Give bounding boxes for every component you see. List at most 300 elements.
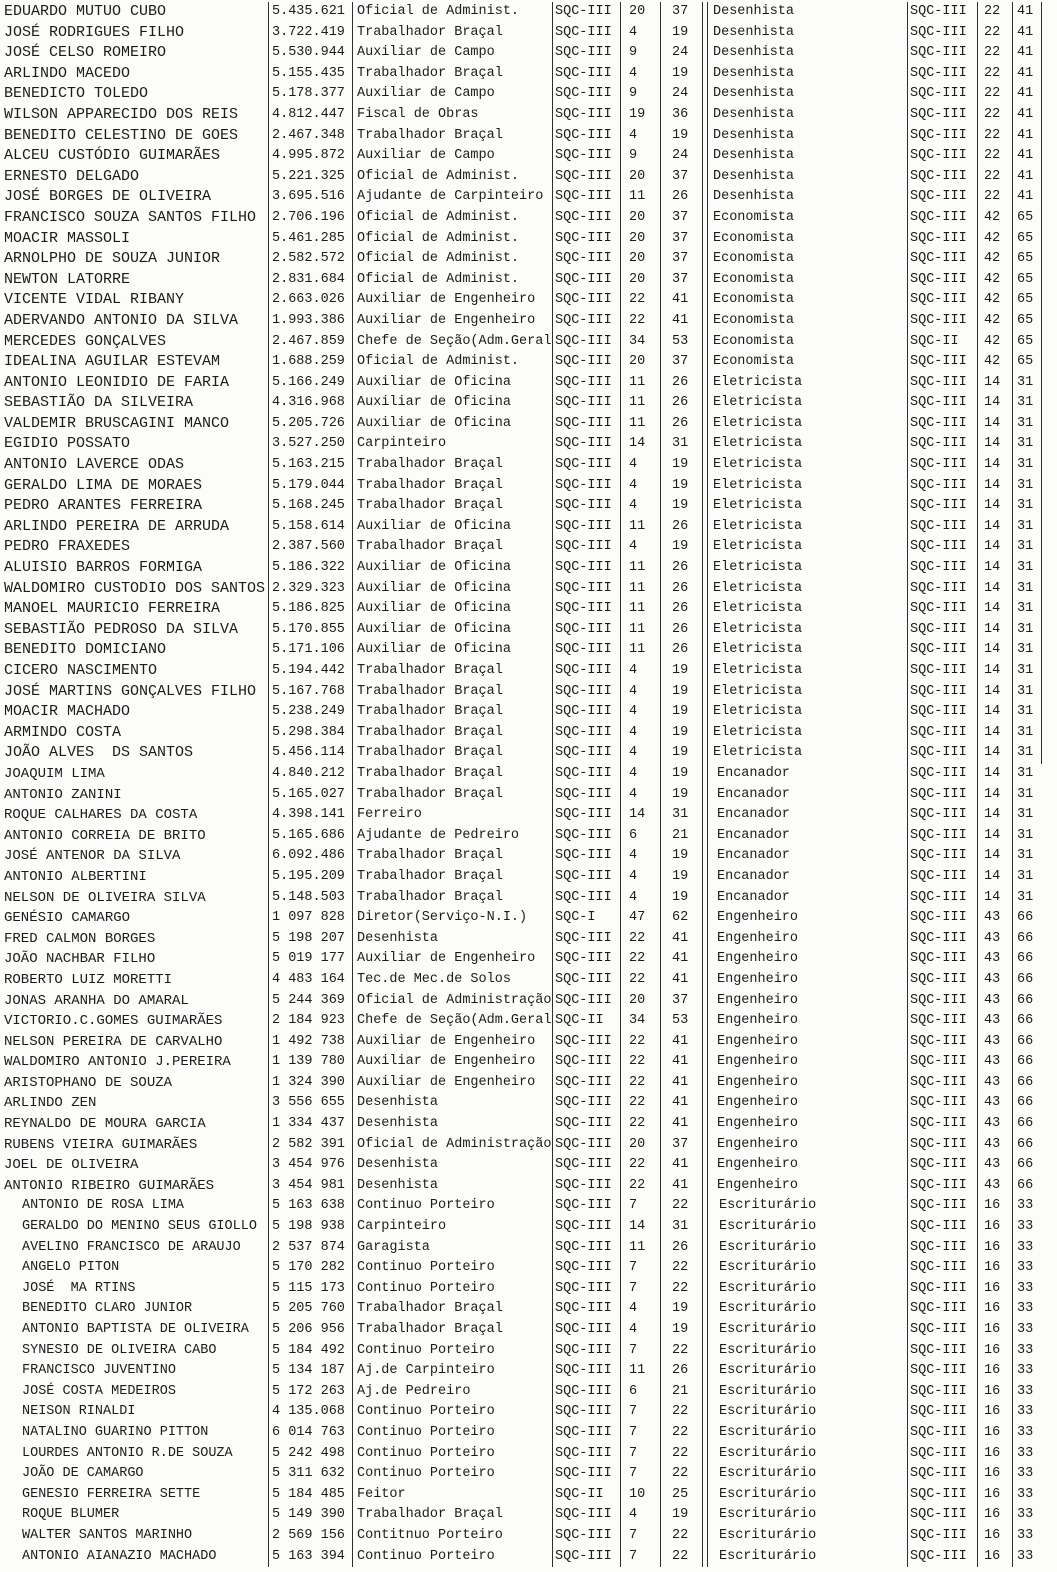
employee-name: IDEALINA AGUILAR ESTEVAM — [4, 353, 221, 371]
registration-number: 5.170.855 — [268, 620, 352, 641]
new-position: Economista — [702, 311, 907, 332]
current-ref-end: 26 — [660, 393, 702, 414]
table-row — [0, 1526, 1042, 1547]
current-ref-end: 36 — [660, 105, 702, 126]
table-row — [0, 579, 1042, 600]
new-class: SQC-III — [907, 991, 977, 1012]
current-ref-end: 41 — [660, 1155, 702, 1176]
registration-number: 5.148.503 — [268, 888, 352, 909]
new-ref-end: 31 — [1012, 579, 1042, 600]
table-row — [0, 640, 1042, 661]
current-ref-start: 4 — [620, 743, 660, 764]
new-ref-end: 41 — [1012, 167, 1042, 188]
table-row — [0, 1402, 1042, 1423]
current-position: Trabalhador Braçal — [352, 1320, 552, 1341]
new-class: SQC-III — [907, 1011, 977, 1032]
new-ref-end: 31 — [1012, 743, 1042, 764]
employee-name: ANGELO PITON — [22, 1260, 120, 1276]
new-ref-end: 33 — [1012, 1547, 1042, 1568]
new-class: SQC-III — [907, 1444, 977, 1465]
new-ref-end: 33 — [1012, 1361, 1042, 1382]
new-ref-start: 42 — [977, 229, 1012, 250]
table-row — [0, 393, 1042, 414]
new-position: Escriturário — [702, 1382, 907, 1403]
table-row — [0, 208, 1042, 229]
new-ref-end: 65 — [1012, 208, 1042, 229]
current-ref-start: 11 — [620, 1238, 660, 1259]
new-ref-start: 43 — [977, 1011, 1012, 1032]
employee-name: ANTONIO ZANINI — [4, 786, 122, 803]
new-ref-end: 31 — [1012, 826, 1042, 847]
new-ref-start: 42 — [977, 332, 1012, 353]
current-ref-end: 31 — [660, 434, 702, 455]
new-ref-end: 41 — [1012, 84, 1042, 105]
new-ref-end: 31 — [1012, 867, 1042, 888]
current-ref-start: 4 — [620, 1505, 660, 1526]
registration-number: 1.993.386 — [268, 311, 352, 332]
current-ref-start: 4 — [620, 537, 660, 558]
current-ref-start: 4 — [620, 64, 660, 85]
current-ref-start: 4 — [620, 126, 660, 147]
registration-number: 3 454 976 — [268, 1155, 352, 1176]
new-class: SQC-III — [907, 23, 977, 44]
employee-name: BENEDICTO TOLEDO — [4, 85, 149, 103]
new-ref-start: 22 — [977, 126, 1012, 147]
new-class: SQC-III — [907, 888, 977, 909]
registration-number: 6.092.486 — [268, 846, 352, 867]
current-ref-end: 41 — [660, 1176, 702, 1197]
table-row — [0, 764, 1042, 785]
employee-table — [0, 2, 1042, 1567]
employee-name: FRANCISCO SOUZA SANTOS FILHO — [4, 208, 257, 226]
current-class: SQC-III — [552, 1238, 620, 1259]
employee-name: JOÃO DE CAMARGO — [22, 1466, 144, 1482]
current-class: SQC-III — [552, 352, 620, 373]
new-ref-start: 22 — [977, 64, 1012, 85]
new-ref-end: 66 — [1012, 1155, 1042, 1176]
new-ref-end: 33 — [1012, 1464, 1042, 1485]
employee-name: ANTONIO CORREIA DE BRITO — [4, 827, 206, 844]
new-position: Desenhista — [702, 64, 907, 85]
current-ref-end: 19 — [660, 743, 702, 764]
new-ref-end: 41 — [1012, 187, 1042, 208]
table-row — [0, 290, 1042, 311]
current-ref-end: 41 — [660, 949, 702, 970]
employee-name: JOSÉ BORGES DE OLIVEIRA — [4, 188, 212, 206]
employee-name: ERNESTO DELGADO — [4, 167, 140, 185]
employee-name: JOSÉ COSTA MEDEIROS — [22, 1383, 176, 1399]
employee-name: GENESIO FERREIRA SETTE — [22, 1486, 201, 1502]
current-ref-end: 31 — [660, 805, 702, 826]
new-ref-start: 16 — [977, 1382, 1012, 1403]
current-ref-start: 4 — [620, 846, 660, 867]
current-position: Trabalhador Braçal — [352, 1299, 552, 1320]
table-row — [0, 1423, 1042, 1444]
current-class: SQC-III — [552, 970, 620, 991]
current-ref-end: 21 — [660, 1382, 702, 1403]
current-ref-start: 7 — [620, 1444, 660, 1465]
new-class: SQC-III — [907, 1135, 977, 1156]
table-row — [0, 702, 1042, 723]
current-ref-start: 22 — [620, 290, 660, 311]
current-ref-start: 22 — [620, 1032, 660, 1053]
table-row — [0, 1444, 1042, 1465]
current-ref-start: 11 — [620, 517, 660, 538]
current-class: SQC-III — [552, 826, 620, 847]
table-row — [0, 373, 1042, 394]
employee-name: JOAQUIM LIMA — [4, 765, 105, 782]
current-class: SQC-III — [552, 1052, 620, 1073]
new-ref-end: 33 — [1012, 1423, 1042, 1444]
current-ref-start: 4 — [620, 1320, 660, 1341]
new-position: Escriturário — [702, 1279, 907, 1300]
employee-name: JOSÉ MA RTINS — [22, 1280, 136, 1296]
new-ref-end: 66 — [1012, 1073, 1042, 1094]
new-ref-start: 22 — [977, 167, 1012, 188]
registration-number: 1.688.259 — [268, 352, 352, 373]
new-ref-start: 14 — [977, 805, 1012, 826]
current-class: SQC-III — [552, 434, 620, 455]
current-ref-end: 19 — [660, 496, 702, 517]
current-position: Garagista — [352, 1238, 552, 1259]
new-class: SQC-III — [907, 187, 977, 208]
new-position: Eletricista — [702, 414, 907, 435]
table-row — [0, 249, 1042, 270]
new-ref-start: 43 — [977, 1135, 1012, 1156]
new-ref-end: 33 — [1012, 1526, 1042, 1547]
new-position: Escriturário — [702, 1444, 907, 1465]
current-ref-end: 19 — [660, 23, 702, 44]
table-row — [0, 970, 1042, 991]
new-ref-end: 66 — [1012, 1052, 1042, 1073]
table-row — [0, 1176, 1042, 1197]
table-row — [0, 826, 1042, 847]
employee-name: ARLINDO MACEDO — [4, 64, 131, 82]
new-class: SQC-III — [907, 1299, 977, 1320]
new-position: Eletricista — [702, 496, 907, 517]
new-position: Eletricista — [702, 393, 907, 414]
current-ref-start: 22 — [620, 1093, 660, 1114]
employee-name: ANTONIO RIBEIRO GUIMARÃES — [4, 1177, 215, 1194]
new-ref-end: 66 — [1012, 1093, 1042, 1114]
new-ref-start: 14 — [977, 785, 1012, 806]
current-ref-end: 26 — [660, 620, 702, 641]
current-position: Trabalhador Braçal — [352, 846, 552, 867]
registration-number: 5.221.325 — [268, 167, 352, 188]
new-ref-start: 43 — [977, 991, 1012, 1012]
current-class: SQC-III — [552, 311, 620, 332]
new-class: SQC-III — [907, 126, 977, 147]
new-class: SQC-III — [907, 1238, 977, 1259]
current-class: SQC-III — [552, 249, 620, 270]
current-position: Auxiliar de Engenheiro — [352, 1032, 552, 1053]
current-ref-start: 20 — [620, 352, 660, 373]
registration-number: 2.467.859 — [268, 332, 352, 353]
registration-number: 5 170 282 — [268, 1258, 352, 1279]
registration-number: 3 556 655 — [268, 1093, 352, 1114]
new-ref-start: 43 — [977, 1073, 1012, 1094]
new-ref-end: 31 — [1012, 599, 1042, 620]
table-row — [0, 1114, 1042, 1135]
new-ref-start: 16 — [977, 1258, 1012, 1279]
new-position: Eletricista — [702, 723, 907, 744]
new-class: SQC-III — [907, 1547, 977, 1568]
current-position: Auxiliar de Oficina — [352, 517, 552, 538]
new-ref-end: 66 — [1012, 949, 1042, 970]
current-class: SQC-III — [552, 2, 620, 23]
current-position: Auxiliar de Engenheiro — [352, 311, 552, 332]
new-class: SQC-III — [907, 537, 977, 558]
current-ref-end: 24 — [660, 43, 702, 64]
employee-name: ANTONIO LEONIDIO DE FARIA — [4, 373, 230, 391]
current-ref-start: 4 — [620, 455, 660, 476]
new-ref-end: 33 — [1012, 1279, 1042, 1300]
current-class: SQC-III — [552, 1073, 620, 1094]
new-ref-end: 33 — [1012, 1299, 1042, 1320]
new-class: SQC-II — [907, 332, 977, 353]
current-ref-end: 37 — [660, 2, 702, 23]
current-ref-start: 20 — [620, 1135, 660, 1156]
current-ref-start: 20 — [620, 208, 660, 229]
current-ref-start: 7 — [620, 1526, 660, 1547]
current-position: Desenhista — [352, 1176, 552, 1197]
registration-number: 3.722.419 — [268, 23, 352, 44]
employee-name: NELSON DE OLIVEIRA SILVA — [4, 889, 206, 906]
table-row — [0, 991, 1042, 1012]
new-class: SQC-III — [907, 229, 977, 250]
registration-number: 5 149 390 — [268, 1505, 352, 1526]
current-position: Ajudante de Pedreiro — [352, 826, 552, 847]
new-ref-end: 66 — [1012, 1032, 1042, 1053]
new-position: Eletricista — [702, 682, 907, 703]
current-position: Trabalhador Braçal — [352, 682, 552, 703]
new-position: Encanador — [702, 846, 907, 867]
current-ref-end: 31 — [660, 1217, 702, 1238]
new-class: SQC-III — [907, 1526, 977, 1547]
current-position: Continuo Porteiro — [352, 1341, 552, 1362]
current-class: SQC-III — [552, 496, 620, 517]
new-position: Escriturário — [702, 1402, 907, 1423]
current-position: Oficial de Administ. — [352, 208, 552, 229]
current-ref-end: 41 — [660, 1032, 702, 1053]
table-row — [0, 1073, 1042, 1094]
registration-number: 5 311 632 — [268, 1464, 352, 1485]
new-position: Escriturário — [702, 1341, 907, 1362]
current-position: Continuo Porteiro — [352, 1444, 552, 1465]
employee-name: ARNOLPHO DE SOUZA JUNIOR — [4, 250, 221, 268]
new-ref-start: 42 — [977, 311, 1012, 332]
new-ref-start: 14 — [977, 476, 1012, 497]
current-ref-start: 20 — [620, 270, 660, 291]
registration-number: 5.195.209 — [268, 867, 352, 888]
current-ref-end: 37 — [660, 1135, 702, 1156]
table-row — [0, 1382, 1042, 1403]
registration-number: 1 334 437 — [268, 1114, 352, 1135]
new-class: SQC-III — [907, 1423, 977, 1444]
new-ref-end: 33 — [1012, 1238, 1042, 1259]
table-row — [0, 64, 1042, 85]
current-ref-start: 7 — [620, 1279, 660, 1300]
new-ref-start: 22 — [977, 84, 1012, 105]
new-ref-end: 41 — [1012, 146, 1042, 167]
current-ref-start: 10 — [620, 1485, 660, 1506]
employee-name: JONAS ARANHA DO AMARAL — [4, 992, 189, 1009]
current-class: SQC-III — [552, 517, 620, 538]
registration-number: 5 163 394 — [268, 1547, 352, 1568]
new-position: Eletricista — [702, 476, 907, 497]
current-ref-end: 41 — [660, 1052, 702, 1073]
new-position: Desenhista — [702, 43, 907, 64]
new-class: SQC-III — [907, 290, 977, 311]
new-position: Encanador — [702, 826, 907, 847]
table-row — [0, 1547, 1042, 1568]
new-ref-start: 16 — [977, 1279, 1012, 1300]
current-position: Trabalhador Braçal — [352, 867, 552, 888]
new-ref-start: 42 — [977, 290, 1012, 311]
current-ref-end: 41 — [660, 1114, 702, 1135]
current-position: Aj.de Pedreiro — [352, 1382, 552, 1403]
new-ref-end: 33 — [1012, 1320, 1042, 1341]
registration-number: 4 135.068 — [268, 1402, 352, 1423]
new-ref-end: 65 — [1012, 229, 1042, 250]
new-class: SQC-III — [907, 702, 977, 723]
registration-number: 5.165.027 — [268, 785, 352, 806]
new-position: Economista — [702, 352, 907, 373]
new-ref-start: 16 — [977, 1444, 1012, 1465]
new-ref-end: 31 — [1012, 558, 1042, 579]
current-ref-end: 19 — [660, 1299, 702, 1320]
registration-number: 2 184 923 — [268, 1011, 352, 1032]
registration-number: 4.840.212 — [268, 764, 352, 785]
current-class: SQC-III — [552, 1320, 620, 1341]
new-class: SQC-III — [907, 929, 977, 950]
current-position: Auxiliar de Oficina — [352, 373, 552, 394]
new-ref-start: 43 — [977, 1093, 1012, 1114]
current-class: SQC-III — [552, 1526, 620, 1547]
new-ref-end: 33 — [1012, 1341, 1042, 1362]
current-position: Auxiliar de Oficina — [352, 640, 552, 661]
new-ref-end: 66 — [1012, 1176, 1042, 1197]
new-ref-start: 14 — [977, 373, 1012, 394]
current-ref-start: 22 — [620, 1155, 660, 1176]
new-ref-end: 31 — [1012, 764, 1042, 785]
current-position: Continuo Porteiro — [352, 1547, 552, 1568]
current-ref-end: 19 — [660, 723, 702, 744]
new-position: Engenheiro — [702, 1155, 907, 1176]
current-position: Continuo Porteiro — [352, 1196, 552, 1217]
employee-name: GERALDO DO MENINO SEUS GIOLLO — [22, 1219, 257, 1235]
current-class: SQC-III — [552, 126, 620, 147]
new-ref-end: 31 — [1012, 846, 1042, 867]
new-ref-end: 31 — [1012, 373, 1042, 394]
employee-name: JOSÉ MARTINS GONÇALVES FILHO — [4, 682, 257, 700]
current-class: SQC-III — [552, 167, 620, 188]
table-row — [0, 496, 1042, 517]
current-ref-start: 20 — [620, 229, 660, 250]
employee-name: NATALINO GUARINO PITTON — [22, 1424, 209, 1440]
registration-number: 5 172 263 — [268, 1382, 352, 1403]
registration-number: 5.194.442 — [268, 661, 352, 682]
table-row — [0, 2, 1042, 23]
current-class: SQC-III — [552, 1093, 620, 1114]
new-ref-start: 43 — [977, 929, 1012, 950]
employee-name: MOACIR MACHADO — [4, 703, 131, 721]
employee-name: JOSÉ CELSO ROMEIRO — [4, 44, 167, 62]
current-ref-end: 41 — [660, 311, 702, 332]
table-row — [0, 929, 1042, 950]
registration-number: 5.298.384 — [268, 723, 352, 744]
employee-name: ADERVANDO ANTONIO DA SILVA — [4, 311, 239, 329]
employee-name: GENÉSIO CAMARGO — [4, 910, 131, 927]
registration-number: 5.179.044 — [268, 476, 352, 497]
current-position: Auxiliar de Oficina — [352, 414, 552, 435]
current-ref-start: 20 — [620, 2, 660, 23]
employee-name: ANTONIO AIANAZIO MACHADO — [22, 1548, 217, 1564]
new-position: Eletricista — [702, 558, 907, 579]
new-class: SQC-III — [907, 2, 977, 23]
current-position: Ajudante de Carpinteiro — [352, 187, 552, 208]
new-class: SQC-III — [907, 352, 977, 373]
new-position: Engenheiro — [702, 929, 907, 950]
current-class: SQC-III — [552, 599, 620, 620]
new-class: SQC-III — [907, 1052, 977, 1073]
new-ref-start: 14 — [977, 496, 1012, 517]
current-ref-start: 20 — [620, 249, 660, 270]
current-class: SQC-III — [552, 1341, 620, 1362]
table-row — [0, 146, 1042, 167]
current-class: SQC-III — [552, 1547, 620, 1568]
current-ref-start: 22 — [620, 1073, 660, 1094]
new-ref-start: 43 — [977, 970, 1012, 991]
new-ref-start: 42 — [977, 208, 1012, 229]
new-ref-start: 16 — [977, 1505, 1012, 1526]
new-ref-start: 16 — [977, 1423, 1012, 1444]
current-ref-end: 37 — [660, 270, 702, 291]
new-class: SQC-III — [907, 1505, 977, 1526]
current-ref-end: 37 — [660, 208, 702, 229]
current-position: Oficial de Administ. — [352, 249, 552, 270]
current-ref-end: 22 — [660, 1423, 702, 1444]
current-ref-start: 7 — [620, 1341, 660, 1362]
registration-number: 5.167.768 — [268, 682, 352, 703]
current-ref-end: 22 — [660, 1279, 702, 1300]
new-position: Engenheiro — [702, 1052, 907, 1073]
employee-name: MANOEL MAURICIO FERREIRA — [4, 600, 221, 618]
new-ref-start: 16 — [977, 1238, 1012, 1259]
new-position: Engenheiro — [702, 1093, 907, 1114]
current-position: Trabalhador Braçal — [352, 743, 552, 764]
current-position: Oficial de Administ. — [352, 167, 552, 188]
current-class: SQC-III — [552, 23, 620, 44]
new-ref-end: 31 — [1012, 702, 1042, 723]
current-class: SQC-III — [552, 1279, 620, 1300]
current-ref-start: 4 — [620, 888, 660, 909]
new-class: SQC-III — [907, 1341, 977, 1362]
employee-name: WILSON APPARECIDO DOS REIS — [4, 105, 239, 123]
table-row — [0, 1135, 1042, 1156]
registration-number: 2.329.323 — [268, 579, 352, 600]
new-ref-end: 31 — [1012, 661, 1042, 682]
new-class: SQC-III — [907, 373, 977, 394]
registration-number: 5 184 492 — [268, 1341, 352, 1362]
employee-name: ROQUE BLUMER — [22, 1507, 120, 1523]
registration-number: 5.186.825 — [268, 599, 352, 620]
registration-number: 5 115 173 — [268, 1279, 352, 1300]
table-row — [0, 167, 1042, 188]
new-class: SQC-III — [907, 764, 977, 785]
current-ref-end: 26 — [660, 1238, 702, 1259]
current-ref-end: 53 — [660, 332, 702, 353]
